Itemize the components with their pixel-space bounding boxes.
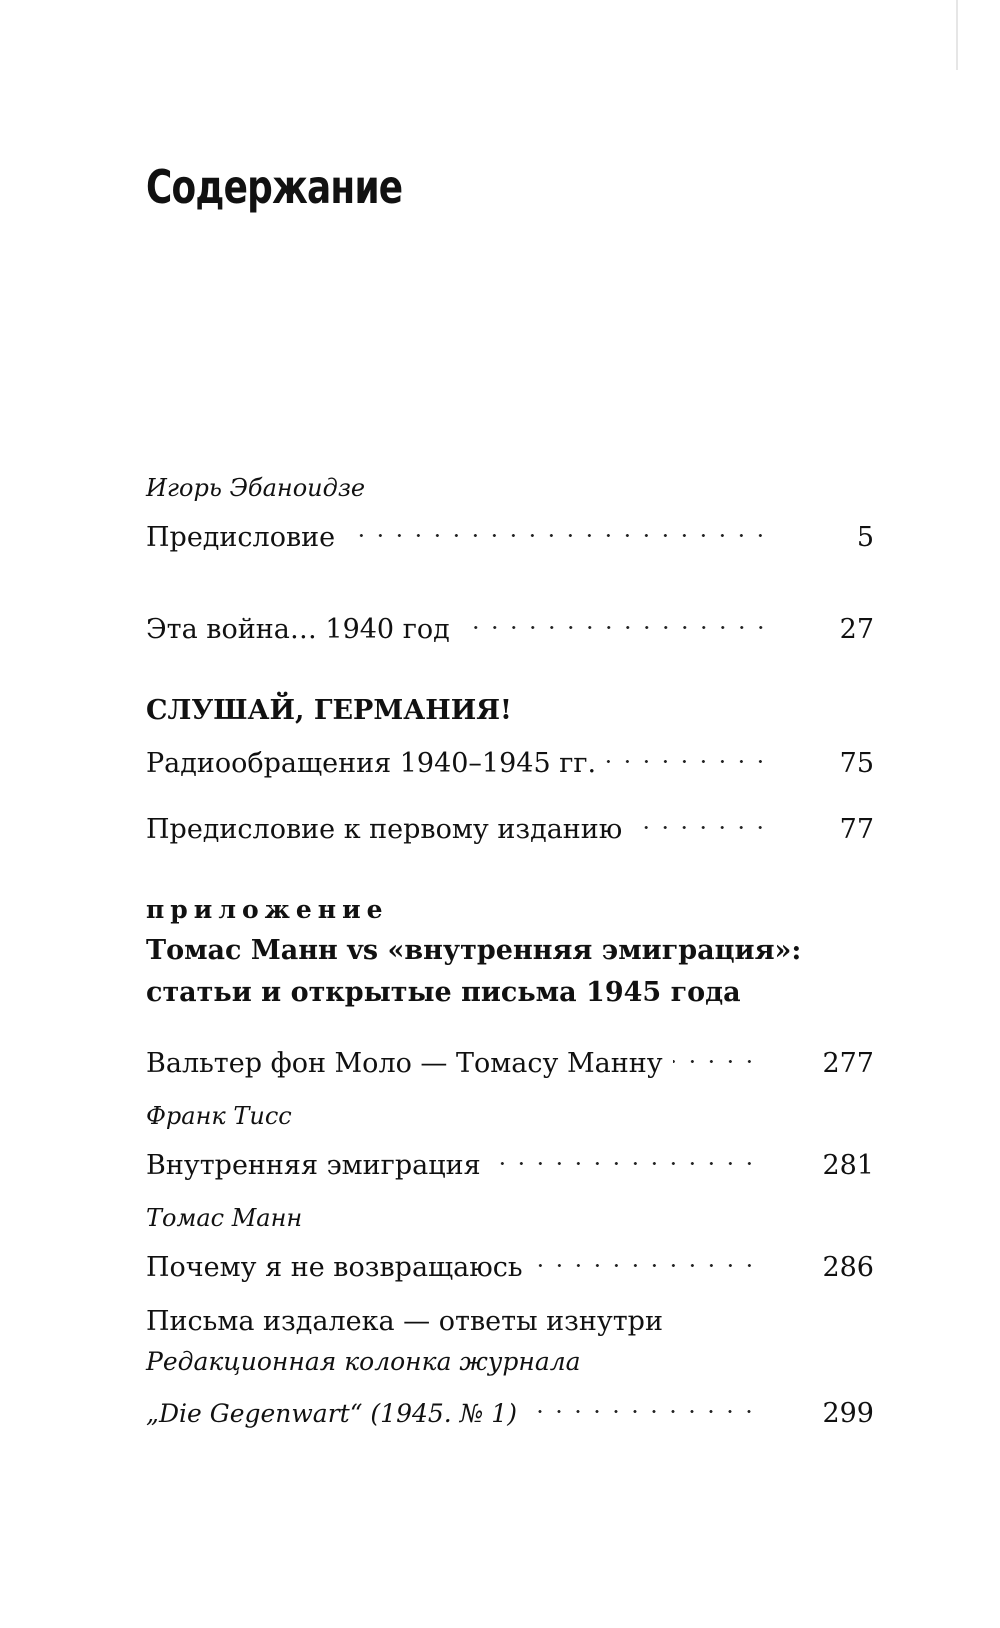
contents-heading: Содержание (146, 160, 403, 214)
toc-entry-title: „Die Gegenwart“ (1945. № 1) (146, 1399, 517, 1428)
toc-appendix-title-line1: Томас Манн vs «внутренняя эмиграция»: (146, 935, 802, 966)
toc-appendix-title-line2: статьи и открытые письма 1945 года (146, 977, 741, 1008)
toc-author-mann: Томас Манн (146, 1204, 303, 1232)
toc-entry-letters-subtitle: Редакционная колонка журнала (146, 1347, 581, 1376)
toc-entry-von-molo[interactable] (146, 1032, 874, 1079)
toc-section-listen-germany: СЛУШАЙ, ГЕРМАНИЯ! (146, 695, 512, 726)
toc-page-number: 75 (839, 748, 874, 779)
dot-leader (533, 1236, 759, 1276)
toc-entry-title: Почему я не возвращаюсь (146, 1252, 523, 1283)
dot-leader (491, 1134, 759, 1174)
toc-page-number: 286 (822, 1252, 874, 1283)
toc-entry-die-gegenwart[interactable] (146, 1382, 874, 1429)
toc-entry-this-war[interactable] (146, 598, 874, 645)
spacer (146, 1014, 874, 1032)
table-of-contents (146, 470, 874, 1429)
toc-page-number: 277 (822, 1048, 874, 1079)
toc-entry-title: Предисловие к первому изданию (146, 814, 623, 845)
toc-entry-title: Эта война… 1940 год (146, 614, 450, 645)
toc-entry-why-not-return[interactable] (146, 1236, 874, 1283)
page-edge-shadow (956, 0, 958, 70)
toc-entry-title: Предисловие (146, 522, 336, 553)
toc-entry-title: Радиообращения 1940–1945 гг. (146, 748, 597, 779)
toc-section-appendix-label: приложение (146, 895, 389, 924)
toc-entry-first-edition-preface[interactable] (146, 798, 874, 845)
toc-entry-letters-title: Письма издалека — ответы изнутри (146, 1306, 663, 1337)
dot-leader (632, 798, 770, 838)
dot-leader (527, 1382, 758, 1422)
toc-page-number: 5 (856, 522, 874, 553)
toc-entry-inner-emigration[interactable] (146, 1134, 874, 1181)
toc-entry-title: Вальтер фон Моло — Томасу Манну (146, 1048, 663, 1079)
dot-leader (606, 732, 770, 772)
toc-page-number: 77 (839, 814, 874, 845)
toc-page-number: 281 (822, 1150, 874, 1181)
toc-entry-title: Внутренняя эмиграция (146, 1150, 481, 1181)
dot-leader (460, 598, 770, 638)
toc-entry-radio-addresses[interactable] (146, 732, 874, 779)
toc-page-number: 27 (839, 614, 874, 645)
toc-entry-preface[interactable] (146, 506, 874, 553)
toc-author-ebanoidze: Игорь Эбаноидзе (146, 474, 366, 502)
toc-page-number: 299 (822, 1398, 874, 1429)
dot-leader (345, 506, 770, 546)
toc-author-thiess: Франк Тисс (146, 1102, 292, 1130)
dot-leader (673, 1032, 759, 1072)
